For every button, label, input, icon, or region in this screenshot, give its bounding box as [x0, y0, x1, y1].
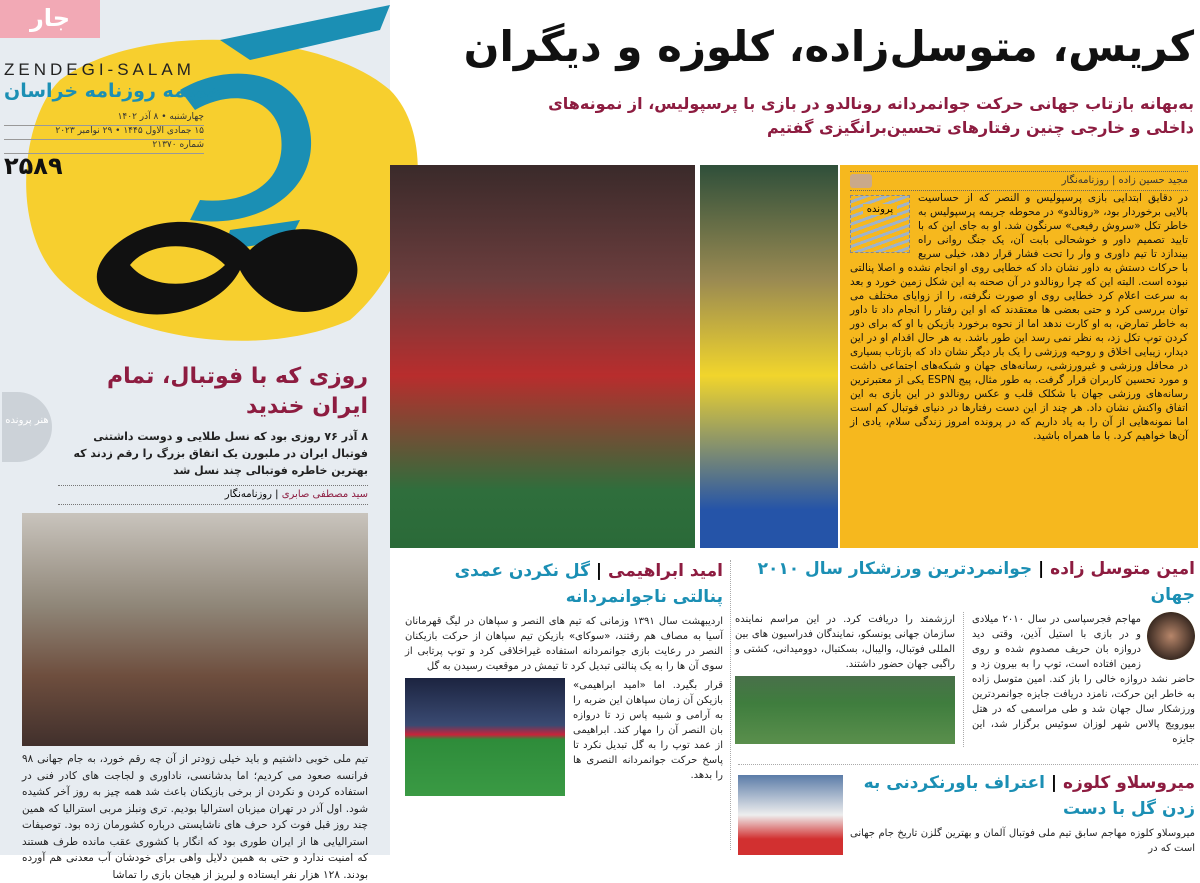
player-portrait — [1147, 612, 1195, 660]
lead-photo-players — [390, 165, 695, 548]
article-col-right — [972, 612, 1195, 747]
file-tag — [850, 195, 910, 253]
left-story-lead: ۸ آذر ۷۶ روزی بود که نسل طلایی و دوست داشتنی فوتبال ایران در ملبورن یک اتفاق بزرگ را رقم زدند که بهترین خاطره فوتبالی چند نسل شد — [73, 430, 368, 477]
article-amin — [735, 556, 1195, 747]
article-title: امید ابراهیمی | گل نکردن عمدی پنالتی ناجوانمردانه — [454, 561, 723, 607]
article-name: امید ابراهیمی — [608, 561, 723, 581]
article-photo — [405, 678, 565, 796]
zendegi-salam-logo — [0, 0, 440, 350]
feature-byline: مجید حسین زاده | روزنامه‌نگار — [850, 171, 1188, 191]
article-body: ارزشمند را دریافت کرد. در این مراسم نماینده سازمان جهانی یونسکو، نمایندگان فدراسیون های بین المللی فوتبال، والیبال، بسکتبال، دوومیدانی، کشتی و راگبی جهان حضور داشتند. — [735, 614, 955, 670]
brand-english: ZENDEGI-SALAM — [4, 60, 195, 79]
left-story-photo — [22, 513, 368, 746]
lead-subhead: به‌بهانه بازتاب جهانی حرکت جوانمردانه رونالدو در بازی با پرسپولیس، از نمونه‌های داخلی و خارجی چنین رفتارهای تحسین‌برانگیزی گفتیم — [548, 94, 1194, 137]
brand-persian: ضمیمه روزنامه خراسان — [4, 80, 226, 102]
article-klose — [850, 770, 1195, 856]
left-story-headline: روزی که با فوتبال، تمام ایران خندید — [106, 364, 368, 419]
author-photo — [850, 174, 872, 188]
article-name: میروسلاو کلوزه — [1062, 773, 1195, 793]
author-role: روزنامه‌نگار — [1061, 175, 1109, 186]
article-topic: گل نکردن عمدی پنالتی ناجوانمردانه — [454, 561, 723, 607]
divider — [963, 612, 964, 747]
article-col-left — [735, 612, 955, 744]
article-topic: اعتراف باورنکردنی به زدن گل با دست — [863, 773, 1195, 819]
article-body: مهاجم فجرسپاسی در سال ۲۰۱۰ میلادی و در بازی با استیل آذین، وقتی دید دروازه بان حریف مصدوم شده و روی زمین افتاده است، توپ را به بیرون زد و حاضر نشد دروازه خالی را باز کند. امین متوسل زاده به خاطر این حرکت، نامزد دریافت جایزه جوانمردترین ورزشکار سال جهان شد و طی مراسمی که در هتل بیورویج پالاس شهر لوزان سوئیس برگزار شد، این جایزه — [972, 614, 1195, 745]
left-story-body: تیم ملی خوبی داشتیم و باید خیلی زودتر از آن چه رقم خورد، به جام جهانی ۹۸ فرانسه صعود می کردیم؛ اما بدشانسی، ناداوری و لجاجت های کادر فنی در استفاده کردن و نکردن از برخی بازیکنان باعث شد همه چیز به روز آخر کشیده شود. اول آذر در تهران میزبان استرالیا بودیم. تری ونبلز مربی استرالیا که همین چند روز قبل فوت کرد حرف های ناشایستی درباره کشورمان زده بود. توصیفات استرالیایی ها از ایران طوری بود که انگار با کشوری عقب مانده طرف هستند که امنیت ندارد و حتی به همین دلایل واهی برای خودشان آب معدنی هم آورده بودند. ۱۲۸ هزار نفر ایستاده و لبریز از هیجان بازی را تماشا — [22, 753, 368, 881]
issue-number: ۲۵۸۹ — [4, 152, 63, 180]
section-badge: هنر پرونده — [2, 392, 52, 462]
author-name: مجید حسین زاده — [1118, 175, 1188, 186]
article-name: امین متوسل زاده — [1050, 559, 1195, 579]
author-role: روزنامه‌نگار — [224, 489, 272, 500]
section-tag: جار — [0, 0, 100, 38]
article-omid — [405, 558, 723, 796]
lead-headline: کریس، متوسل‌زاده، کلوزه و دیگران — [463, 22, 1194, 71]
author-name: سید مصطفی صابری — [281, 489, 368, 500]
lead-photo-ronaldo — [700, 165, 838, 548]
date-alt: ۱۵ جمادی الاول ۱۴۴۵ • ۲۹ نوامبر ۲۰۲۳ — [4, 126, 204, 140]
article-body: قرار بگیرد. اما «امید ابراهیمی» بازیکن آن زمان سپاهان این ضربه را به آرامی و شبیه پاس زد تا دروازه بان النصر آن را مهار کند. ابراهیمی از عمد توپ را به گل تبدیل نکرد تا پاسخ حرکت جوانمردانه النصری ها را بدهد. — [573, 680, 723, 781]
article-body: اردیبهشت سال ۱۳۹۱ وزمانی که تیم های النصر و سپاهان در لیگ قهرمانان آسیا به مصاف هم رفتند، «سوکای» بازیکن تیم سپاهان از حرکت بازیکنان النصر در رعایت بازی جوانمردانه استفاده غیراخلاقی کرد و توپ پرتابی از سوی آن ها را به یک پنالتی تبدیل کرد تا تیمش در موقعیت رسیدن به گل — [405, 616, 723, 672]
article-title: میروسلاو کلوزه | اعتراف باورنکردنی به زدن گل با دست — [863, 773, 1195, 819]
divider — [738, 764, 1198, 765]
left-story-byline: سید مصطفی صابری | روزنامه‌نگار — [58, 485, 368, 505]
article-body: میروسلاو کلوزه مهاجم سابق تیم ملی فوتبال آلمان و بهترین گلزن تاریخ جام جهانی است که در — [850, 828, 1195, 854]
divider — [730, 560, 731, 850]
feature-box — [840, 165, 1198, 548]
article-photo — [738, 775, 843, 855]
feature-body: در دقایق ابتدایی بازی پرسپولیس و النصر که از حساسیت بالایی برخوردار بود، «رونالدو» در محوطه جریمه پرسپولیس به خاطر تکل «سروش رفیعی» سرنگون شد. او به جای این که با تایید تصمیم داور و خوشحالی بابت آن، یک جنگ روانی راه بیندازد تا تیم داوری و وار را تحت فشار قرار دهد، خیلی سریع با حرکات دستش به داور نشان داد که خطایی روی او انجام نشده و اصلا پنالتی نبوده است. البته این که چرا رونالدو در آن صحنه به این شکل زمین خورد و بعد به سرعت اعلام کرد خطایی روی او صورت نگرفته، را از زوایای مختلف می توان بررسی کرد و حتی بعضی ها معتقدند که او این رفتار را انجام داد تا داور به خاطر تمارض، به او کارت ندهد اما از نحوه برخورد بازیکن با او که برای دور کردن توپ تکل زد، به نظر نمی رسد این طور باشد. به هر حال اقدام او در این دیدار، زیبایی اخلاق و روحیه ورزشی را یک بار دیگر نشان داد که بازتاب بسیاری در محافل ورزشی و غیرورزشی، رسانه‌های جهان و شبکه‌های اجتماعی داشت و مورد تحسین کاربران قرار گرفت. به طور مثال، پیج ESPN یکی از معتبرترین رسانه‌های ورزشی جهان با شکلک قلب و عکس رونالدو در این بازی به این اتفاق واکنش نشان داد. هر چند از این دست رفتارها در دنیای فوتبال کم است اما نمونه‌هایی از آن را به یاد داریم که در پرونده امروز زندگی سلام، یادی از آن‌ها خواهیم کرد. با ما همراه باشید. — [850, 192, 1188, 442]
article-title: امین متوسل زاده | جوانمردترین ورزشکار سال ۲۰۱۰ جهان — [757, 559, 1195, 605]
left-story — [22, 362, 368, 883]
date-persian: چهارشنبه • ۸ آذر ۱۴۰۲ — [4, 112, 204, 126]
file-tag-label: پرونده — [863, 204, 897, 215]
issue-line: شماره ۲۱۳۷۰ — [4, 140, 204, 154]
article-photo — [735, 676, 955, 744]
article-topic: جوانمردترین ورزشکار سال ۲۰۱۰ جهان — [757, 559, 1195, 605]
